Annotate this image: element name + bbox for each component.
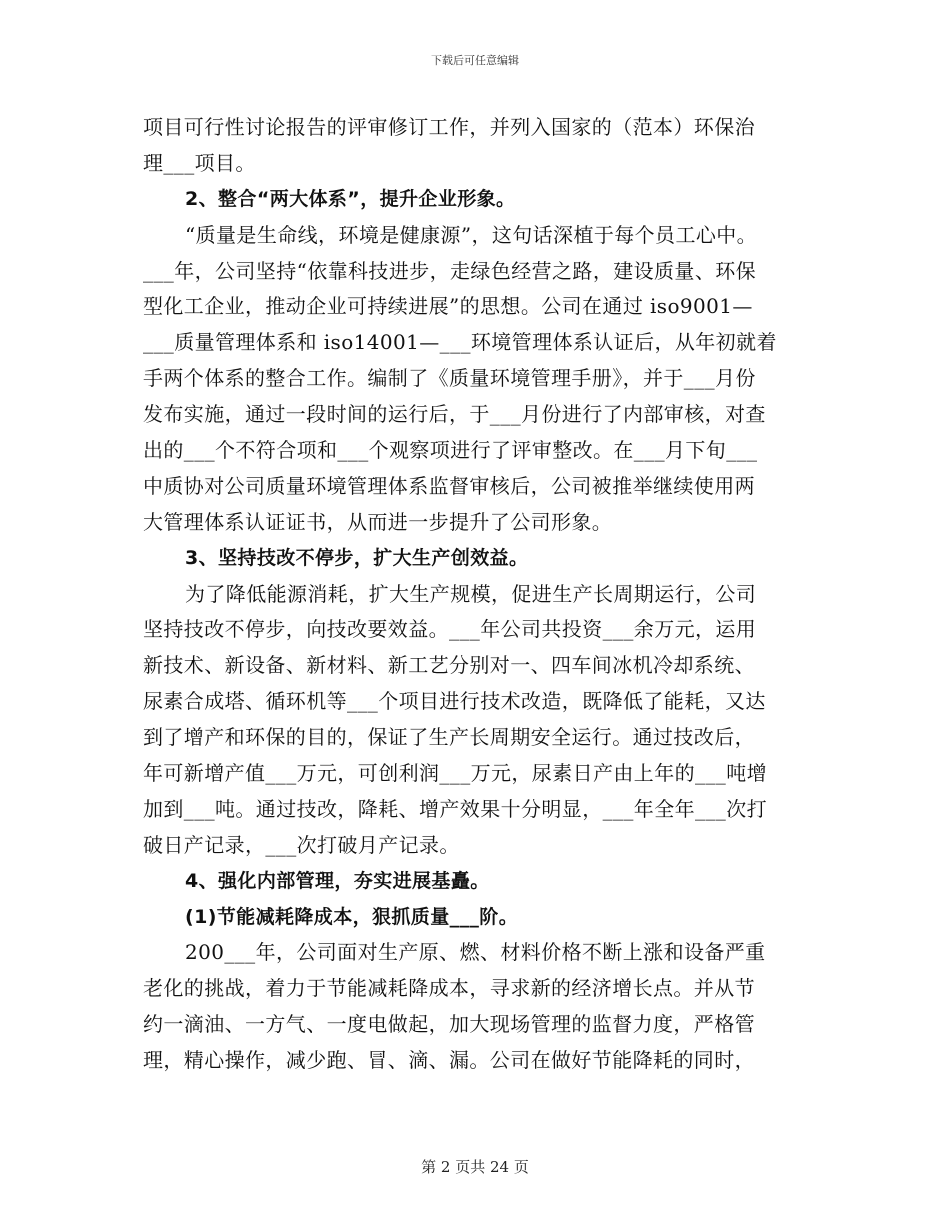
page-header: 下载后可任意编辑 [431, 54, 519, 67]
text-line: 理，精心操作，减少跑、冒、滴、漏。公司在做好节能降耗的同时， [143, 1048, 755, 1073]
text-line: 破日产记录，___次打破月产记录。 [143, 832, 460, 857]
text-line: 老化的挑战，着力于节能减耗降成本，寻求新的经济增长点。并从节 [143, 976, 755, 1001]
text-line: 中质协对公司质量环境管理体系监督审核后，公司被推举继续使用两 [143, 473, 755, 498]
text-line: ___年，公司坚持“依靠科技进步，走绿色经营之路，建设质量、环保 [143, 258, 757, 283]
text-line: 手两个体系的整合工作。编制了《质量环境管理手册》，并于___月份 [143, 366, 756, 391]
section-heading: 2、整合“两大体系”，提升企业形象。 [185, 187, 516, 210]
text-line: 型化工企业，推动企业可持续进展”的思想。公司在通过 iso9001— [143, 294, 753, 319]
text-line: 年可新增产值___万元，可创利润___万元，尿素日产由上年的___吨增 [143, 761, 767, 786]
text-line: 到了增产和环保的目的，保证了生产长周期安全运行。通过技改后， [143, 725, 755, 750]
text-line: “质量是生命线，环境是健康源”，这句话深植于每个员工心中。 [185, 222, 758, 247]
text-line: 加到___吨。通过技改，降耗、增产效果十分明显，___年全年___次打 [143, 796, 767, 821]
document-body [143, 110, 813, 1079]
text-line: 新技术、新设备、新材料、新工艺分别对一、四车间冰机冷却系统、 [143, 653, 755, 678]
section-heading: (1)节能减耗降成本，狠抓质量___阶。 [185, 905, 519, 928]
text-line: 大管理体系认证证书，从而进一步提升了公司形象。 [143, 509, 613, 534]
section-heading: 4、强化内部管理，夯实进展基矗。 [185, 869, 490, 892]
text-line: 出的___个不符合项和___个观察项进行了评审整改。在___月下旬___ [143, 438, 758, 463]
text-line: 理___项目。 [143, 150, 256, 175]
text-line: ___质量管理体系和 iso14001—___环境管理体系认证后，从年初就着 [143, 330, 777, 355]
text-line: 发布实施，通过一段时间的运行后，于___月份进行了内部审核，对查 [143, 402, 766, 427]
text-line: 尿素合成塔、循环机等___个项目进行技术改造，既降低了能耗，又达 [143, 689, 766, 714]
page-footer: 第 2 页共 24 页 [421, 1158, 529, 1176]
text-line: 坚持技改不停步，向技改要效益。___年公司共投资___余万元，运用 [143, 617, 757, 642]
text-line: 约一滴油、一方气、一度电做起，加大现场管理的监督力度，严格管 [143, 1012, 755, 1037]
section-heading: 3、坚持技改不停步，扩大生产创效益。 [185, 546, 529, 569]
text-line: 200___年，公司面对生产原、燃、材料价格不断上涨和设备严重 [185, 940, 766, 965]
text-line: 为了降低能源消耗，扩大生产规模，促进生产长周期运行，公司 [185, 581, 757, 606]
text-line: 项目可行性讨论报告的评审修订工作，并列入国家的（范本）环保治 [143, 115, 755, 139]
